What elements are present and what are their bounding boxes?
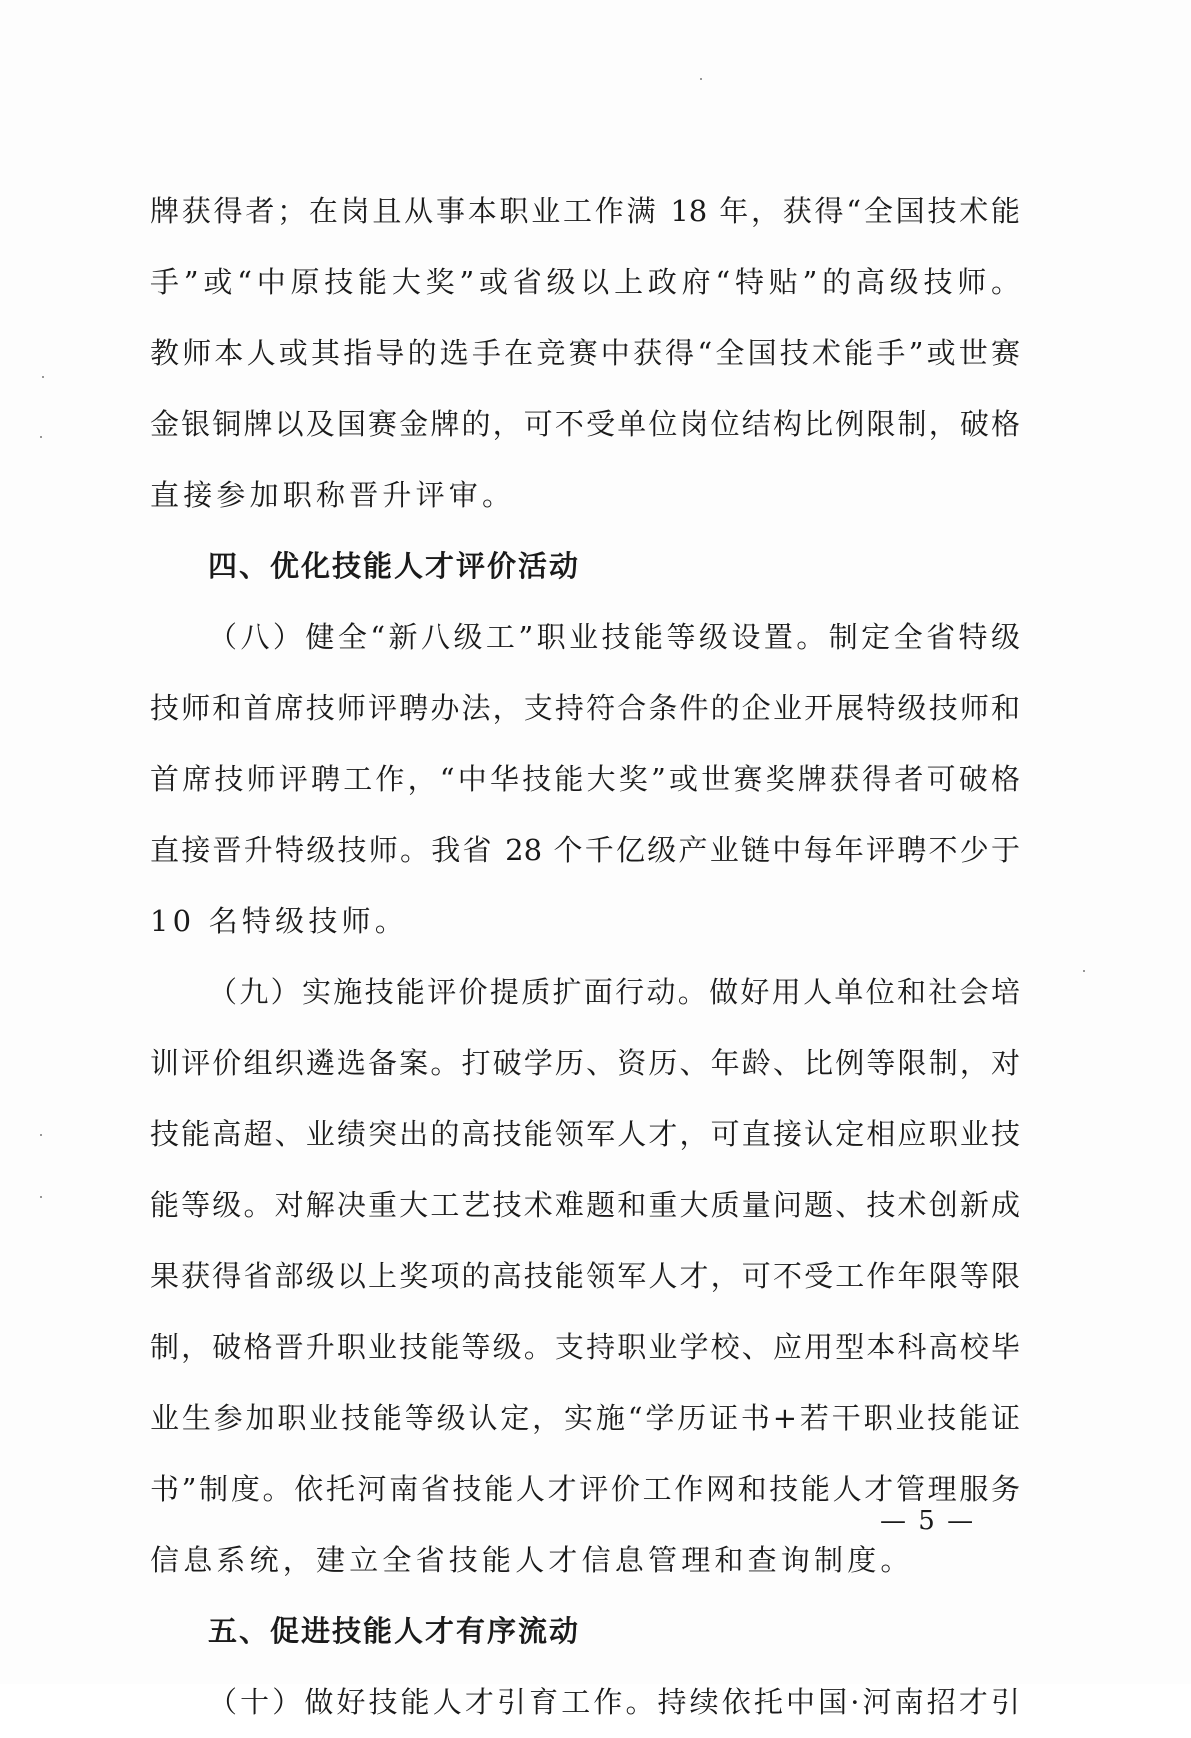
paragraph-line: 能等级。对解决重大工艺技术难题和重大质量问题、技术创新成 (150, 1188, 1020, 1222)
paragraph-line: 训评价组织遴选备案。打破学历、资历、年龄、比例等限制，对 (150, 1046, 1020, 1080)
paragraph-line: 金银铜牌以及国赛金牌的，可不受单位岗位结构比例限制，破格 (150, 407, 1020, 441)
paragraph-line: （十）做好技能人才引育工作。持续依托中国·河南招才引 (208, 1685, 1020, 1719)
paragraph-line: 果获得省部级以上奖项的高技能领军人才，可不受工作年限等限 (150, 1259, 1020, 1293)
paragraph-line: 手”或“中原技能大奖”或省级以上政府“特贴”的高级技师。 (150, 265, 1020, 299)
paragraph-line: 制，破格晋升职业技能等级。支持职业学校、应用型本科高校毕 (150, 1330, 1020, 1364)
document-body (150, 176, 1020, 1738)
scan-speck (42, 376, 44, 378)
paragraph-line: 直接参加职称晋升评审。 (150, 478, 516, 512)
page-number: — 5 — (880, 1506, 976, 1536)
paragraph-line: 直接晋升特级技师。我省 28 个千亿级产业链中每年评聘不少于 (150, 833, 1020, 867)
paragraph-line: 首席技师评聘工作，“中华技能大奖”或世赛奖牌获得者可破格 (150, 762, 1020, 796)
section-heading: 四、优化技能人才评价活动 (208, 549, 581, 583)
paragraph-line: 业生参加职业技能等级认定，实施“学历证书+若干职业技能证 (150, 1401, 1020, 1435)
scan-speck (700, 78, 702, 80)
paragraph-line: 信息系统，建立全省技能人才信息管理和查询制度。 (150, 1543, 914, 1577)
paragraph-line: 书”制度。依托河南省技能人才评价工作网和技能人才管理服务 (150, 1472, 1020, 1506)
scan-speck (1083, 970, 1085, 972)
paragraph-line: （九）实施技能评价提质扩面行动。做好用人单位和社会培 (208, 975, 1020, 1009)
paragraph-line: （八）健全“新八级工”职业技能等级设置。制定全省特级 (208, 620, 1020, 654)
paragraph-line: 10 名特级技师。 (150, 904, 408, 938)
scan-speck (40, 436, 42, 438)
paragraph-line: 技能高超、业绩突出的高技能领军人才，可直接认定相应职业技 (150, 1117, 1020, 1151)
paragraph-line: 牌获得者；在岗且从事本职业工作满 18 年，获得“全国技术能 (150, 194, 1020, 228)
section-heading: 五、促进技能人才有序流动 (208, 1614, 581, 1648)
paragraph-line: 技师和首席技师评聘办法，支持符合条件的企业开展特级技师和 (150, 691, 1020, 725)
paragraph-line: 教师本人或其指导的选手在竞赛中获得“全国技术能手”或世赛 (150, 336, 1020, 370)
scan-speck (40, 1196, 42, 1198)
scan-speck (40, 1134, 42, 1136)
